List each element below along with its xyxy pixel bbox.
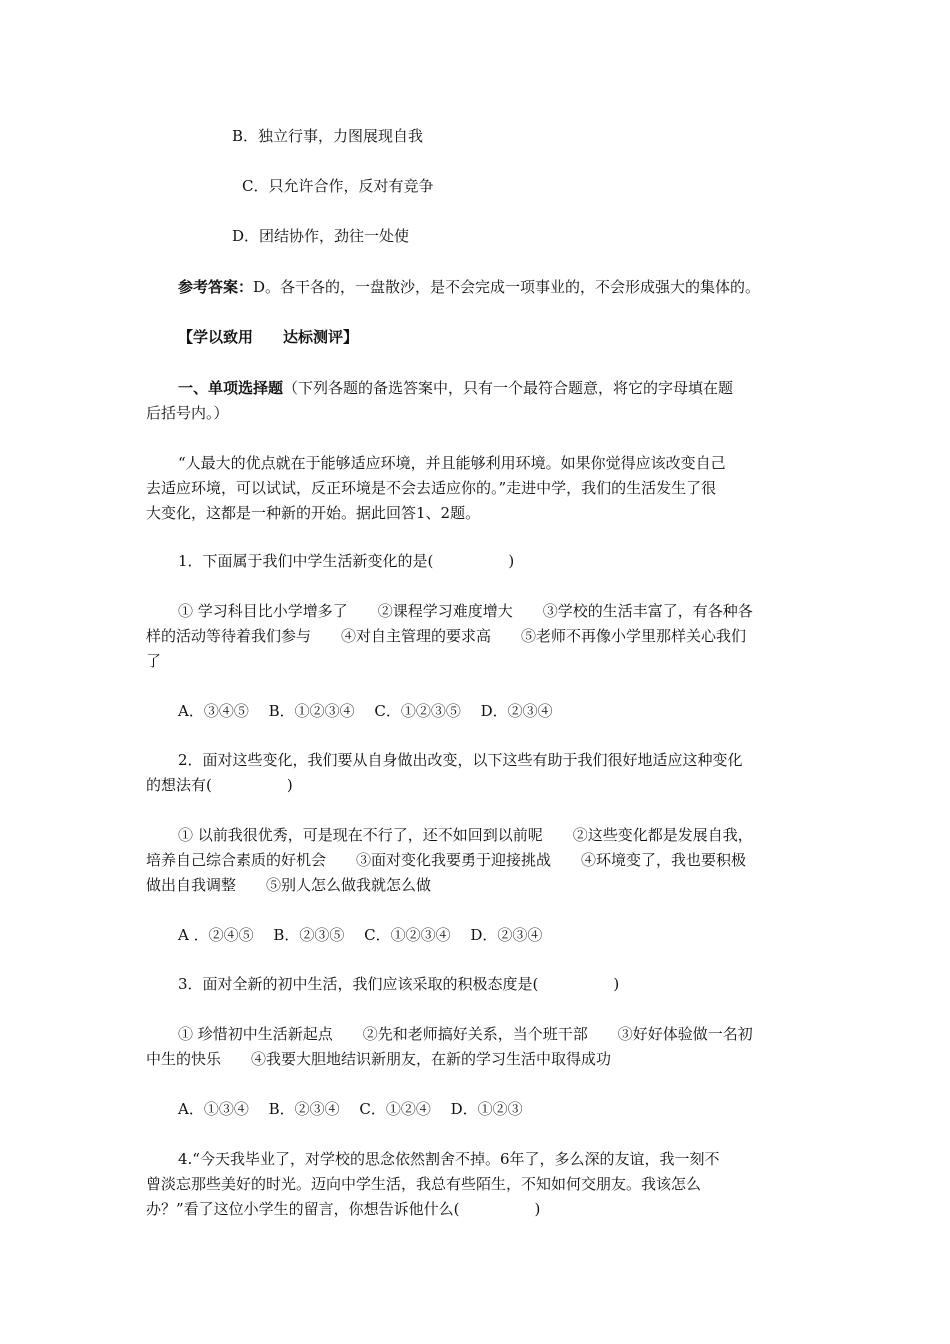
option-c: C．只允许合作，反对有竞争 (242, 177, 434, 195)
reference-answer-label: 参考答案： (178, 278, 254, 296)
q3-options: A．①③④ B．②③④ C．①②④ D．①②③ (178, 1100, 523, 1118)
reference-answer-text: D。各干各的，一盘散沙，是不会完成一项事业的，不会形成强大的集体的。 (253, 278, 761, 296)
q3-items-1: ① 珍惜初中生活新起点 ②先和老师搞好关系，当个班干部 ③好好体验做一名初 (178, 1025, 753, 1043)
option-b: B．独立行事，力图展现自我 (232, 127, 424, 145)
q1-stem: 1．下面属于我们中学生活新变化的是( ) (178, 552, 515, 570)
q2-items-3: 做出自我调整 ⑤别人怎么做我就怎么做 (146, 876, 432, 894)
option-d: D．团结协作，劲往一处使 (232, 227, 410, 245)
q1-items-1: ① 学习科目比小学增多了 ②课程学习难度增大 ③学校的生活丰富了，有各种各 (178, 602, 753, 620)
q4-stem-3: 办？”看了这位小学生的留言，你想告诉他什么( ) (146, 1200, 541, 1218)
q2-options: A ．②④⑤ B．②③⑤ C．①②③④ D．②③④ (178, 926, 543, 944)
q4-stem-1: 4.“今天我毕业了，对学校的思念依然割舍不掉。6年了，多么深的友谊，我一刻不 (178, 1150, 720, 1168)
q1-items-2: 样的活动等待着我们参与 ④对自主管理的要求高 ⑤老师不再像小学里那样关心我们 (146, 627, 747, 645)
q1-items-3: 了 (146, 652, 162, 670)
passage-line-1: “人最大的优点就在于能够适应环境，并且能够利用环境。如果你觉得应该改变自己 (178, 454, 726, 472)
q3-items-2: 中生的快乐 ④我要大胆地结识新朋友，在新的学习生活中取得成功 (146, 1050, 612, 1068)
q1-options: A．③④⑤ B．①②③④ C．①②③⑤ D．②③④ (178, 702, 553, 720)
q4-stem-2: 曾淡忘那些美好的时光。迈向中学生活，我总有些陌生，不知如何交朋友。我该怎么 (146, 1175, 702, 1193)
part-one-instruction: （下列各题的备选答案中，只有一个最符合题意，将它的字母填在题 (283, 379, 734, 397)
q2-stem-1: 2．面对这些变化，我们要从自身做出改变，以下这些有助于我们很好地适应这种变化 (178, 751, 743, 769)
q2-items-1: ① 以前我很优秀，可是现在不行了，还不如回到以前呢 ②这些变化都是发展自我， (178, 826, 753, 844)
q2-items-2: 培养自己综合素质的好机会 ③面对变化我要勇于迎接挑战 ④环境变了，我也要积极 (146, 851, 747, 869)
reference-answer (178, 274, 760, 300)
passage-line-2: 去适应环境，可以试试，反正环境是不会去适应你的。”走进中学，我们的生活发生了很 (146, 479, 717, 497)
q3-stem: 3．面对全新的初中生活，我们应该采取的积极态度是( ) (178, 975, 620, 993)
passage-line-3: 大变化，这都是一种新的开始。据此回答1、2题。 (146, 504, 481, 522)
part-one-title: 一、单项选择题 (178, 379, 284, 397)
part-one-instruction-cont: 后括号内。） (146, 404, 229, 422)
q2-stem-2: 的想法有( ) (146, 776, 293, 794)
section-title: 【学以致用 达标测评】 (178, 328, 359, 346)
part-one-heading (178, 375, 733, 401)
